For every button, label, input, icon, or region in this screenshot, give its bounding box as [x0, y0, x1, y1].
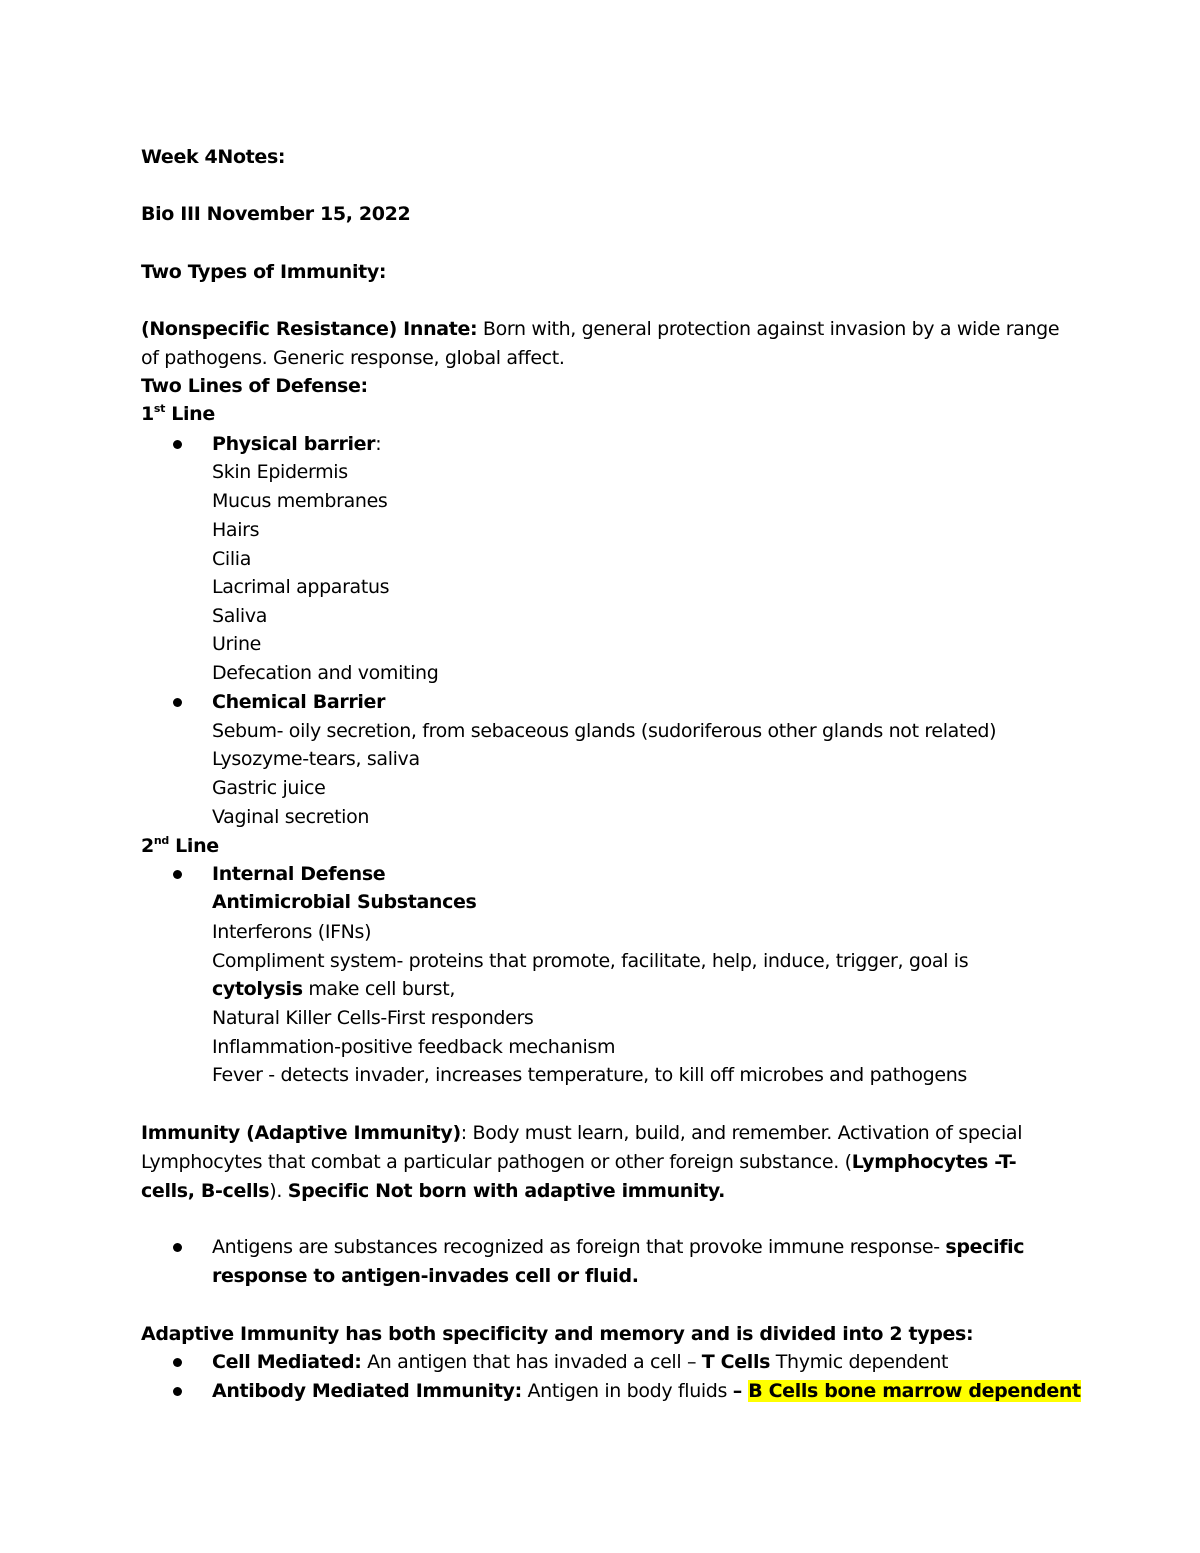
cell-mediated-desc: An antigen that has invaded a cell – [361, 1351, 702, 1373]
antigens-desc: Antigens are substances recognized as foreign that provoke immune response- [212, 1236, 946, 1258]
innate-desc-2: of pathogens. Generic response, global affect. [141, 347, 565, 369]
bullet-icon [173, 698, 182, 707]
page-title: Week 4Notes: [141, 146, 286, 168]
adaptive-punct: ). [269, 1180, 288, 1202]
first-line-word: Line [164, 403, 215, 425]
antigens-line1 [212, 1233, 1024, 1261]
lines-heading: Two Lines of Defense: [141, 375, 368, 397]
second-line-number: 2 [141, 835, 154, 857]
cell-mediated-line [212, 1348, 948, 1376]
innate-label: (Nonspecific Resistance) Innate: [141, 318, 478, 340]
first-line-suffix: st [153, 401, 165, 415]
antibody-mediated-line [212, 1377, 1081, 1405]
internal-defense-heading: Internal Defense [212, 863, 386, 885]
course-date: Bio III November 15, 2022 [141, 203, 411, 225]
first-line-number: 1 [141, 403, 154, 425]
list-item: Hairs [212, 519, 260, 541]
adaptive-specific: Specific Not born with adaptive immunity. [287, 1180, 726, 1202]
list-item: Cilia [212, 548, 251, 570]
list-item: Inflammation-positive feedback mechanism [212, 1036, 616, 1058]
bullet-icon [173, 870, 182, 879]
list-item: Lysozyme-tears, saliva [212, 748, 420, 770]
list-item: Mucus membranes [212, 490, 388, 512]
list-item: Lacrimal apparatus [212, 576, 390, 598]
bullet-icon [173, 1358, 182, 1367]
list-item: Urine [212, 633, 261, 655]
bullet-icon [173, 1387, 182, 1396]
adaptive-paragraph-line3 [141, 1177, 725, 1205]
list-item: Defecation and vomiting [212, 662, 439, 684]
cytolysis-rest: make cell burst, [302, 978, 456, 1000]
antibody-mediated-label: Antibody Mediated Immunity: [212, 1380, 522, 1402]
chemical-barrier-heading: Chemical Barrier [212, 691, 386, 713]
antibody-dash: – [732, 1380, 749, 1402]
antibody-mediated-desc: Antigen in body fluids [521, 1380, 733, 1402]
adaptive-label: Immunity (Adaptive Immunity) [141, 1122, 461, 1144]
antimicrobial-heading: Antimicrobial Substances [212, 891, 477, 913]
list-item: Sebum- oily secretion, from sebaceous glands (sudoriferous other glands not related) [212, 720, 997, 742]
list-item: Skin Epidermis [212, 461, 348, 483]
adaptive-paragraph-line1 [141, 1119, 1022, 1147]
list-item: Fever - detects invader, increases temperature, to kill off microbes and pathogens [212, 1064, 967, 1086]
first-line-heading [141, 400, 215, 428]
b-cells-highlight: B Cells bone marrow dependent [748, 1380, 1081, 1402]
bullet-icon [173, 1243, 182, 1252]
adaptive-cells: cells, B-cells [141, 1180, 270, 1202]
list-item: Natural Killer Cells-First responders [212, 1007, 534, 1029]
innate-paragraph-line1 [141, 315, 1059, 343]
second-line-suffix: nd [153, 833, 169, 847]
t-cells-term: T Cells [701, 1351, 771, 1373]
second-line-word: Line [168, 835, 219, 857]
list-item: Interferons (IFNs) [212, 921, 372, 943]
list-item: Compliment system- proteins that promote, facilitate, help, induce, trigger, goal is [212, 950, 969, 972]
thymic-dependent: Thymic dependent [770, 1351, 949, 1373]
antigens-specific: specific [945, 1236, 1025, 1258]
adaptive-desc-1: : Body must learn, build, and remember. Activation of special [460, 1122, 1023, 1144]
physical-barrier-colon: : [375, 433, 382, 455]
cytolysis-line [212, 975, 455, 1003]
antigens-line2: response to antigen-invades cell or fluid. [212, 1265, 639, 1287]
adaptive-types-heading: Adaptive Immunity has both specificity and memory and is divided into 2 types: [141, 1323, 974, 1345]
bullet-icon [173, 440, 182, 449]
second-line-heading [141, 832, 219, 860]
section-heading: Two Types of Immunity: [141, 261, 387, 283]
adaptive-lymphocytes: Lymphocytes -T- [851, 1151, 1017, 1173]
physical-barrier-heading [212, 430, 381, 458]
list-item: Gastric juice [212, 777, 326, 799]
list-item: Saliva [212, 605, 268, 627]
physical-barrier-label: Physical barrier [212, 433, 376, 455]
cell-mediated-label: Cell Mediated: [212, 1351, 362, 1373]
cytolysis-term: cytolysis [212, 978, 303, 1000]
adaptive-desc-2: Lymphocytes that combat a particular pathogen or other foreign substance. ( [141, 1151, 852, 1173]
adaptive-paragraph-line2 [141, 1148, 1016, 1176]
list-item: Vaginal secretion [212, 806, 370, 828]
innate-desc-1: Born with, general protection against invasion by a wide range [477, 318, 1060, 340]
